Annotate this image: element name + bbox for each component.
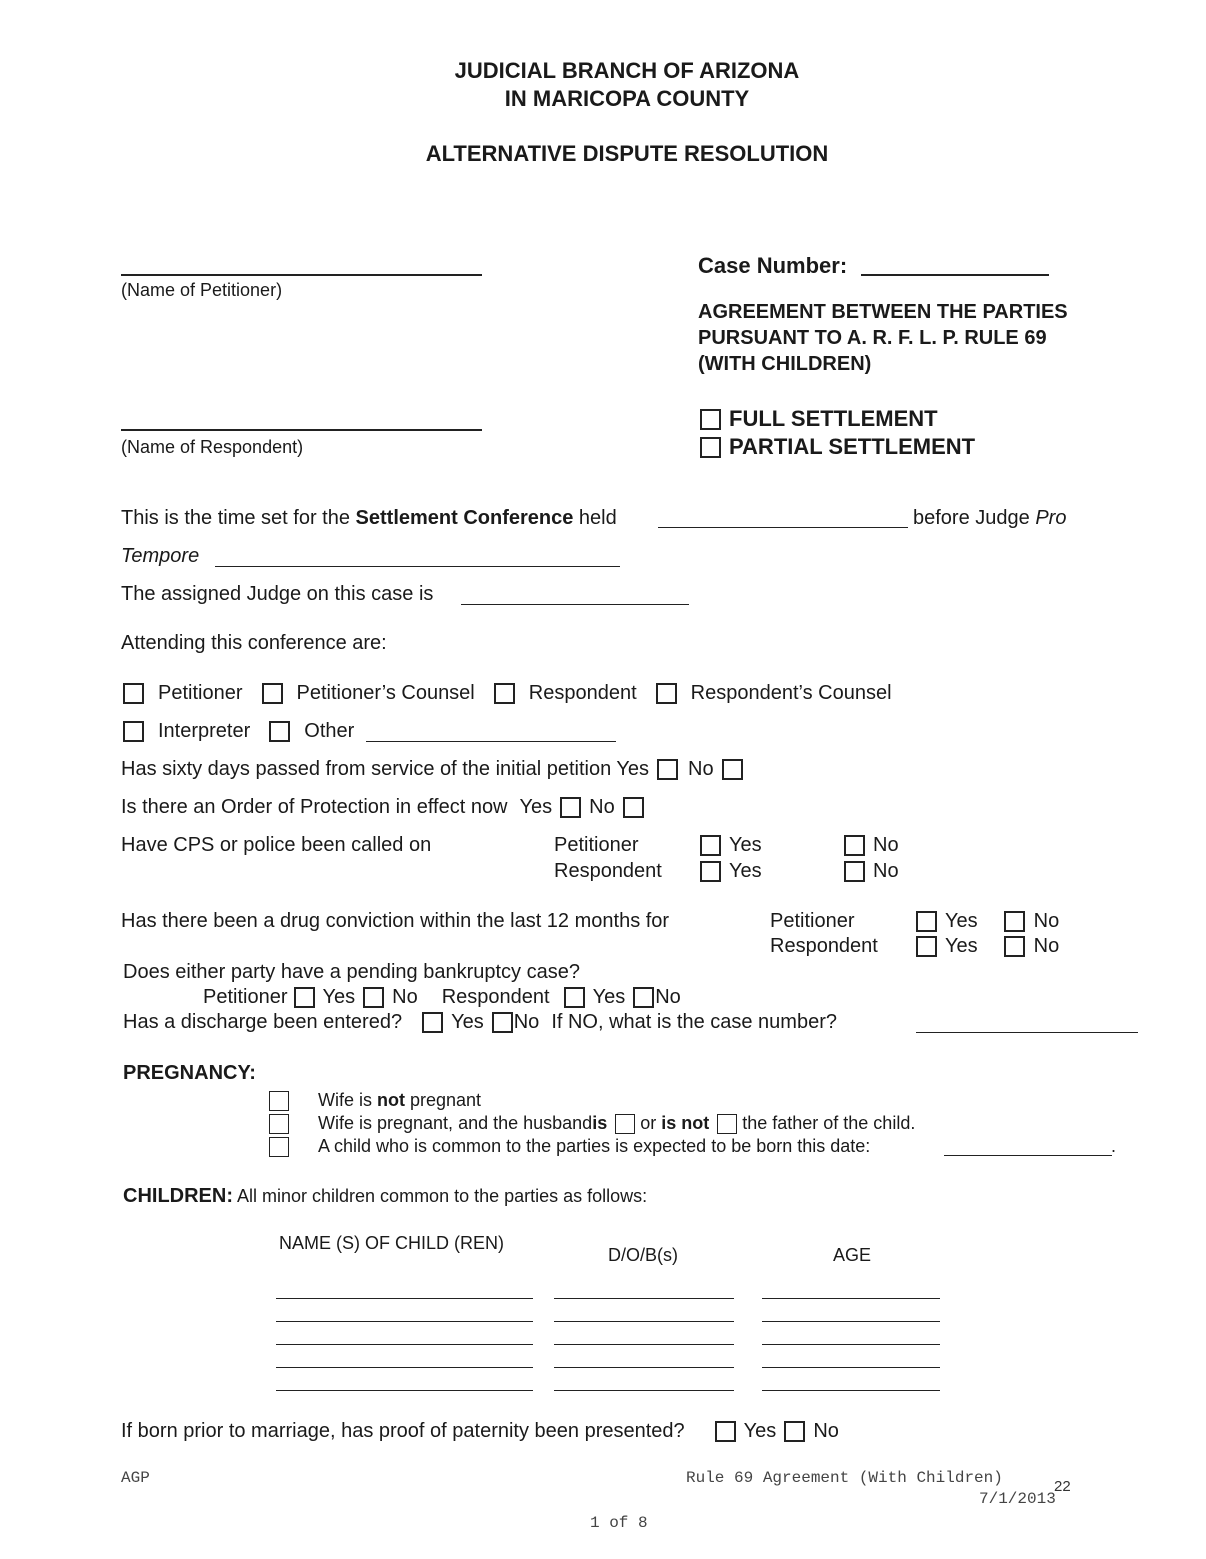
husband-is-not-father-checkbox[interactable]	[717, 1114, 737, 1134]
sixty-days-no-label: No	[688, 758, 714, 780]
child-name-field[interactable]	[276, 1367, 533, 1368]
cps-respondent-yes-checkbox[interactable]	[700, 861, 721, 882]
drug-respondent-label: Respondent	[770, 935, 878, 957]
discharge-case-number-field[interactable]	[916, 1032, 1138, 1033]
drug-petitioner-no-label: No	[1033, 910, 1060, 932]
judge-pro-tempore-field[interactable]	[215, 566, 620, 567]
child-age-field[interactable]	[762, 1298, 940, 1299]
husband-is-label: is	[592, 1113, 608, 1133]
cps-question: Have CPS or police been called on	[121, 834, 432, 856]
bankruptcy-petitioner-no-checkbox[interactable]	[363, 987, 384, 1008]
discharge-case-number-label: If NO, what is the case number?	[551, 1011, 837, 1033]
discharge-no-label: No	[513, 1011, 540, 1033]
children-section	[123, 1185, 647, 1208]
paternity-no-checkbox[interactable]	[784, 1421, 805, 1442]
respondent-label: (Name of Respondent)	[121, 437, 304, 457]
assigned-judge-label: The assigned Judge on this case is	[121, 583, 434, 605]
petitioner-counsel-label: Petitioner’s Counsel	[296, 682, 475, 704]
footer-form-title: Rule 69 Agreement (With Children)	[686, 1469, 1003, 1487]
discharge-yes-label: Yes	[451, 1011, 484, 1033]
cps-petitioner-yes-checkbox[interactable]	[700, 835, 721, 856]
pregnant-label: Wife is pregnant, and the husband	[318, 1113, 593, 1133]
bankruptcy-respondent-label: Respondent	[441, 986, 550, 1008]
petitioner-attending-checkbox[interactable]	[123, 683, 144, 704]
child-dob-field[interactable]	[554, 1390, 734, 1391]
respondent-attending-checkbox[interactable]	[494, 683, 515, 704]
bankruptcy-petitioner-yes-checkbox[interactable]	[294, 987, 315, 1008]
husband-is-not-label: is not	[661, 1113, 710, 1133]
attending-label: Attending this conference are:	[121, 632, 387, 654]
cps-respondent-no-checkbox[interactable]	[844, 861, 865, 882]
bankruptcy-respondent-yes-checkbox[interactable]	[564, 987, 585, 1008]
expected-birth-checkbox[interactable]	[269, 1137, 289, 1157]
discharge-question: Has a discharge been entered?	[123, 1011, 403, 1033]
paternity-no-label: No	[813, 1420, 839, 1442]
interpreter-checkbox[interactable]	[123, 721, 144, 742]
drug-respondent-no-label: No	[1033, 935, 1060, 957]
cps-petitioner-label: Petitioner	[554, 834, 639, 856]
sixty-days-no-checkbox[interactable]	[722, 759, 743, 780]
paternity-yes-checkbox[interactable]	[715, 1421, 736, 1442]
respondent-counsel-checkbox[interactable]	[656, 683, 677, 704]
before-judge-text: before Judge Pro	[913, 507, 1067, 529]
case-number-field[interactable]	[861, 274, 1049, 276]
petitioner-attending-label: Petitioner	[158, 682, 243, 704]
petitioner-name-field[interactable]	[121, 274, 482, 276]
cps-respondent-yes-label: Yes	[729, 860, 762, 882]
child-name-field[interactable]	[276, 1344, 533, 1345]
bankruptcy-respondent-no-checkbox[interactable]	[633, 987, 654, 1008]
discharge-yes-checkbox[interactable]	[422, 1012, 443, 1033]
full-settlement-checkbox[interactable]	[700, 409, 721, 430]
cps-petitioner-no-checkbox[interactable]	[844, 835, 865, 856]
not-pregnant-label: Wife is not pregnant	[318, 1090, 482, 1110]
partial-settlement-label: PARTIAL SETTLEMENT	[729, 434, 976, 459]
case-number-label: Case Number:	[698, 253, 848, 278]
drug-petitioner-label: Petitioner	[770, 910, 855, 932]
child-age-field[interactable]	[762, 1321, 940, 1322]
bankruptcy-petitioner-yes-label: Yes	[322, 986, 356, 1008]
child-dob-field[interactable]	[554, 1344, 734, 1345]
father-of-child-label: the father of the child.	[737, 1113, 916, 1133]
col-age-header: AGE	[833, 1245, 872, 1265]
respondent-counsel-label: Respondent’s Counsel	[690, 682, 892, 704]
partial-settlement-checkbox[interactable]	[700, 437, 721, 458]
respondent-name-field[interactable]	[121, 429, 482, 431]
order-protection-yes-label: Yes	[519, 796, 553, 818]
sixty-days-question: Has sixty days passed from service of the initial petition Yes	[121, 758, 650, 780]
paternity-question: If born prior to marriage, has proof of paternity been presented?	[121, 1420, 685, 1442]
cps-petitioner-no-label: No	[873, 834, 899, 856]
order-protection-yes-checkbox[interactable]	[560, 797, 581, 818]
not-pregnant-checkbox[interactable]	[269, 1091, 289, 1111]
drug-petitioner-no-checkbox[interactable]	[1004, 911, 1025, 932]
children-heading: CHILDREN:	[123, 1185, 233, 1207]
child-age-field[interactable]	[762, 1390, 940, 1391]
col-name-header: NAME (S) OF CHILD (REN)	[279, 1233, 504, 1253]
child-name-field[interactable]	[276, 1390, 533, 1391]
bankruptcy-respondent-yes-label: Yes	[592, 986, 626, 1008]
or-label: or	[635, 1113, 662, 1133]
document-title: ALTERNATIVE DISPUTE RESOLUTION	[425, 141, 829, 166]
court-name: JUDICIAL BRANCH OF ARIZONA	[454, 58, 800, 83]
drug-respondent-yes-checkbox[interactable]	[916, 936, 937, 957]
agreement-title-3: (WITH CHILDREN)	[698, 353, 872, 375]
child-age-field[interactable]	[762, 1367, 940, 1368]
respondent-attending-label: Respondent	[528, 682, 637, 704]
pregnant-checkbox[interactable]	[269, 1114, 289, 1134]
assigned-judge-field[interactable]	[461, 604, 689, 605]
expected-birth-period: .	[1111, 1136, 1117, 1156]
other-attendee-field[interactable]	[366, 741, 616, 742]
agreement-title-2: PURSUANT TO A. R. F. L. P. RULE 69	[698, 327, 1047, 349]
conference-date-field[interactable]	[658, 527, 908, 528]
petitioner-label: (Name of Petitioner)	[121, 280, 283, 300]
full-settlement-label: FULL SETTLEMENT	[729, 406, 938, 431]
other-checkbox[interactable]	[269, 721, 290, 742]
footer-form-date: 7/1/2013	[979, 1490, 1056, 1508]
bankruptcy-petitioner-no-label: No	[392, 986, 418, 1008]
agreement-title-1: AGREEMENT BETWEEN THE PARTIES	[698, 301, 1068, 323]
cps-petitioner-yes-label: Yes	[729, 834, 762, 856]
children-intro: All minor children common to the parties as follows:	[233, 1186, 648, 1206]
child-dob-field[interactable]	[554, 1321, 734, 1322]
expected-birth-date-field[interactable]	[944, 1155, 1112, 1156]
footer-form-code: AGP	[121, 1469, 150, 1487]
drug-petitioner-yes-label: Yes	[945, 910, 978, 932]
drug-respondent-no-checkbox[interactable]	[1004, 936, 1025, 957]
petitioner-counsel-checkbox[interactable]	[262, 683, 283, 704]
order-protection-question: Is there an Order of Protection in effect now	[121, 796, 508, 818]
child-dob-field[interactable]	[554, 1298, 734, 1299]
bankruptcy-respondent-no-label: No	[655, 986, 681, 1008]
expected-birth-label: A child who is common to the parties is expected to be born this date:	[318, 1136, 871, 1156]
conference-text: This is the time set for the Settlement Conference held	[121, 507, 617, 529]
footer-overlay-number: 22	[1054, 1478, 1071, 1495]
child-name-field[interactable]	[276, 1298, 533, 1299]
other-label: Other	[304, 720, 355, 742]
bankruptcy-petitioner-label: Petitioner	[203, 986, 288, 1008]
col-dob-header: D/O/B(s)	[608, 1245, 678, 1265]
child-name-field[interactable]	[276, 1321, 533, 1322]
page-number: 1 of 8	[590, 1514, 648, 1532]
husband-is-father-checkbox[interactable]	[615, 1114, 635, 1134]
pregnancy-heading: PREGNANCY:	[123, 1062, 256, 1084]
discharge-no-checkbox[interactable]	[492, 1012, 513, 1033]
bankruptcy-question: Does either party have a pending bankruptcy case?	[123, 961, 580, 983]
drug-question: Has there been a drug conviction within the last 12 months for	[121, 910, 670, 932]
paternity-yes-label: Yes	[743, 1420, 777, 1442]
county-name: IN MARICOPA COUNTY	[504, 86, 750, 111]
child-age-field[interactable]	[762, 1344, 940, 1345]
sixty-days-yes-checkbox[interactable]	[657, 759, 678, 780]
order-protection-no-label: No	[589, 796, 615, 818]
tempore-label: Tempore	[121, 545, 200, 567]
order-protection-no-checkbox[interactable]	[623, 797, 644, 818]
drug-respondent-yes-label: Yes	[945, 935, 978, 957]
cps-respondent-label: Respondent	[554, 860, 662, 882]
cps-respondent-no-label: No	[873, 860, 899, 882]
child-dob-field[interactable]	[554, 1367, 734, 1368]
drug-petitioner-yes-checkbox[interactable]	[916, 911, 937, 932]
interpreter-label: Interpreter	[158, 720, 251, 742]
